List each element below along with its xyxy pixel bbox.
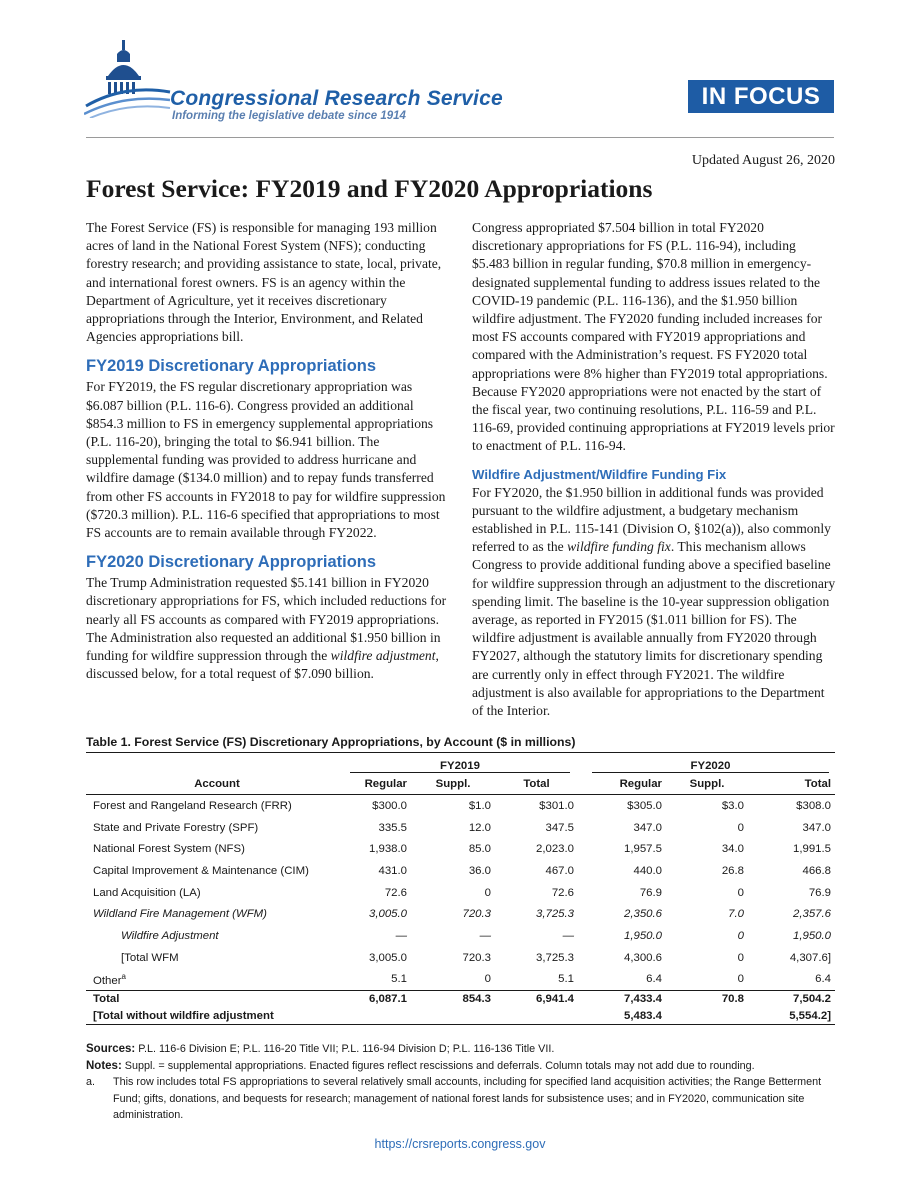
cell-value: $300.0 bbox=[372, 799, 407, 812]
cell-value: — bbox=[562, 929, 574, 942]
table-row bbox=[86, 882, 835, 904]
cell-account: Land Acquisition (LA) bbox=[93, 886, 201, 899]
appropriations-table-section bbox=[86, 735, 835, 1025]
intro-paragraph: The Forest Service (FS) is responsible for managing 193 million acres of land in the National Forest System (NFS); conducting forestry research; and providing assistance to state, local, private, and international forest owners. FS is an agency within the Department of Agriculture, yet it receives discretionary appropriations through the Interior, Environment, and Related Agencies appropriations bill. bbox=[86, 220, 442, 345]
updated-date: Updated August 26, 2020 bbox=[691, 153, 835, 168]
column-header-row bbox=[86, 773, 835, 795]
cell-account: Forest and Rangeland Research (FRR) bbox=[93, 799, 292, 812]
appropriations-table bbox=[86, 753, 835, 1025]
cell-value: 0 bbox=[737, 929, 744, 942]
cell-value: 5,483.4 bbox=[578, 1008, 666, 1025]
notes-line bbox=[86, 1058, 835, 1075]
cell-value: 720.3 bbox=[462, 951, 491, 964]
sources-label: Sources: bbox=[86, 1043, 136, 1055]
cell-value: 26.8 bbox=[721, 864, 744, 877]
cell-value: 6,941.4 bbox=[535, 993, 574, 1006]
col-fy2019-regular: Regular bbox=[348, 773, 411, 795]
cell-value: 7,433.4 bbox=[623, 993, 662, 1006]
subheading-wildfire-fix: Wildfire Adjustment/Wildfire Funding Fix bbox=[472, 466, 727, 482]
cell-account: Other$^a$ bbox=[86, 969, 348, 991]
cell-value: 6,087.1 bbox=[368, 993, 407, 1006]
cell-account: [Total WFM bbox=[121, 951, 179, 964]
cell-value: — bbox=[479, 929, 491, 942]
table-row-total-without-adjustment bbox=[86, 1008, 835, 1025]
cell-value: $1.0 bbox=[468, 799, 491, 812]
text-span: For FY2020, the $1.950 billion in additional funds was provided pursuant to the wildfire adjustment, a budgetary mechanism established in P.L. 115-141 (Division O, §102(a)), also commonly referred to as the bbox=[472, 484, 831, 555]
cell-value: 1,950.0 bbox=[623, 929, 662, 942]
cell-value: 0 bbox=[737, 821, 744, 834]
notes-text: Suppl. = supplemental appropriations. Enacted figures reflect rescissions and deferrals. Column totals may not add due to rounding. bbox=[124, 1059, 755, 1072]
fy2020-request-paragraph bbox=[86, 574, 450, 683]
table-row bbox=[86, 817, 835, 839]
group-label: FY2020 bbox=[592, 760, 829, 773]
cell-value: 72.6 bbox=[551, 886, 574, 899]
cell-value: 1,991.5 bbox=[792, 843, 831, 856]
col-fy2019-suppl: Suppl. bbox=[411, 773, 495, 795]
page-title: Forest Service: FY2019 and FY2020 Appropriations bbox=[86, 174, 653, 203]
group-fy2019 bbox=[348, 753, 578, 773]
cell-value: 34.0 bbox=[721, 843, 744, 856]
cell-value: $308.0 bbox=[796, 799, 831, 812]
cell-value: 5.1 bbox=[348, 969, 411, 991]
cell-value: 36.0 bbox=[468, 864, 491, 877]
right-column bbox=[472, 219, 836, 728]
table-row bbox=[86, 838, 835, 860]
cell-value: 0 bbox=[666, 969, 748, 991]
cell-value: 76.9 bbox=[639, 886, 662, 899]
text-span: , discussed below, for a total request of $7.090 billion. bbox=[86, 648, 439, 682]
section-heading-fy2019: FY2019 Discretionary Appropriations bbox=[86, 357, 377, 376]
cell-value: 440.0 bbox=[633, 864, 662, 877]
cell-value: 5.1 bbox=[495, 969, 578, 991]
cell-value: $301.0 bbox=[539, 799, 574, 812]
cell-account: Capital Improvement & Maintenance (CIM) bbox=[93, 864, 309, 877]
org-tagline: Informing the legislative debate since 1914 bbox=[172, 110, 406, 122]
cell-value: 4,300.6 bbox=[623, 951, 662, 964]
cell-value: 6.4 bbox=[748, 969, 835, 991]
table-row bbox=[86, 860, 835, 882]
sources-text: P.L. 116-6 Division E; P.L. 116-20 Title VII; P.L. 116-94 Division D; P.L. 116-136 Title VII. bbox=[138, 1043, 555, 1055]
left-column bbox=[86, 219, 450, 691]
table-row bbox=[86, 947, 835, 969]
cell-value: 5,554.2] bbox=[748, 1008, 835, 1025]
group-label: FY2019 bbox=[350, 760, 570, 773]
cell-value: 431.0 bbox=[378, 864, 407, 877]
in-focus-badge: IN FOCUS bbox=[688, 80, 834, 113]
org-name: Congressional Research Service bbox=[170, 87, 503, 110]
cell-value: 0 bbox=[411, 969, 495, 991]
cell-value: 720.3 bbox=[462, 908, 491, 921]
cell-value: 2,357.6 bbox=[792, 908, 831, 921]
section-heading-fy2020: FY2020 Discretionary Appropriations bbox=[86, 553, 377, 572]
col-fy2019-total: Total bbox=[495, 773, 578, 795]
cell-value: 2,350.6 bbox=[623, 908, 662, 921]
cell-value bbox=[495, 1008, 578, 1025]
cell-value: 1,938.0 bbox=[368, 843, 407, 856]
text-span: . This mechanism allows Congress to provide additional funding above a specified baseline for wildfire suppression through an adjustment to the discretionary spending limit. The baseline is the 10-year suppression obligation average, as reported in FY2015 ($1.011 billion for FS). The wildfire adjustment is available annually from FY2020 through FY2027, although the statutory limits for discretionary spending are currently only in effect through FY2021. The wildfire adjustment is also available for appropriations to the Department of the Interior. bbox=[472, 539, 836, 719]
table-row bbox=[86, 795, 835, 817]
cell-account: Total bbox=[93, 993, 120, 1006]
footnote-text: This row includes total FS appropriations to several relatively small accounts, including for specified land acquisition activities; the Range Betterment Fund; gifts, donations, and bequests for research; management of national forest lands for subsistence uses; and in FY2020, communication site administration. bbox=[113, 1076, 822, 1121]
fy2019-paragraph: For FY2019, the FS regular discretionary appropriation was $6.087 billion (P.L. 116-6). Congress provided an additional $854.3 million to FS in emergency supplemental appropriations (P.L. 116-20), bringing the total to $6.941 billion. The supplemental funding was provided to address hurricane and wildfire damage ($134.0 million) and to repay funds transferred from other FS accounts in FY2018 to pay for wildfire suppression ($720.3 million). P.L. 116-6 specified that appropriations to most FS accounts are to remain available through FY2022. bbox=[86, 379, 446, 541]
table-notes bbox=[86, 1041, 835, 1124]
cell-account: [Total without wildfire adjustment bbox=[86, 1008, 348, 1025]
cell-value: 72.6 bbox=[384, 886, 407, 899]
cell-value: 3,005.0 bbox=[368, 951, 407, 964]
cell-value: 0 bbox=[484, 886, 491, 899]
emphasis-text: wildfire adjustment bbox=[330, 648, 436, 664]
cell-value: 1,957.5 bbox=[623, 843, 662, 856]
cell-value: 1,950.0 bbox=[792, 929, 831, 942]
wildfire-fix-paragraph bbox=[472, 484, 836, 721]
col-fy2020-suppl: Suppl. bbox=[666, 773, 748, 795]
notes-label: Notes: bbox=[86, 1059, 122, 1072]
cell-value: 854.3 bbox=[462, 993, 491, 1006]
col-fy2020-total: Total bbox=[748, 773, 835, 795]
group-fy2020 bbox=[578, 753, 835, 773]
cell-account: State and Private Forestry (SPF) bbox=[93, 821, 259, 834]
table-row bbox=[86, 903, 835, 925]
cell-value bbox=[666, 1008, 748, 1025]
cell-value: 466.8 bbox=[802, 864, 831, 877]
cell-value: 347.5 bbox=[545, 821, 574, 834]
group-header-row bbox=[86, 753, 835, 773]
cell-value: $3.0 bbox=[721, 799, 744, 812]
table-row bbox=[86, 969, 835, 991]
cell-account: National Forest System (NFS) bbox=[93, 843, 245, 856]
cell-value: 2,023.0 bbox=[535, 843, 574, 856]
col-fy2020-regular: Regular bbox=[578, 773, 666, 795]
cell-value: 6.4 bbox=[578, 969, 666, 991]
cell-value: 335.5 bbox=[378, 821, 407, 834]
footnote-a bbox=[86, 1074, 835, 1124]
cell-value: 7.0 bbox=[728, 908, 744, 921]
table-row bbox=[86, 925, 835, 947]
table-caption: Table 1. Forest Service (FS) Discretionary Appropriations, by Account ($ in millions) bbox=[86, 735, 835, 753]
table-row-total bbox=[86, 991, 835, 1009]
cell-value: 3,005.0 bbox=[368, 908, 407, 921]
cell-value: 467.0 bbox=[545, 864, 574, 877]
cell-account: Wildfire Adjustment bbox=[121, 929, 219, 942]
cell-value: 4,307.6] bbox=[789, 951, 831, 964]
cell-value: 0 bbox=[737, 886, 744, 899]
capitol-dome-logo-icon bbox=[84, 40, 172, 118]
cell-value: 7,504.2 bbox=[792, 993, 831, 1006]
cell-value bbox=[411, 1008, 495, 1025]
cell-value: 0 bbox=[737, 951, 744, 964]
cell-value: 3,725.3 bbox=[535, 951, 574, 964]
cell-value: — bbox=[395, 929, 407, 942]
fy2020-enacted-paragraph: Congress appropriated $7.504 billion in total FY2020 discretionary appropriations for FS (P.L. 116-94), including $5.483 billion in regular funding, $70.8 million in emergency-designated supplemental funding to address issues related to the COVID-19 pandemic (P.L. 116-136), and the $1.950 billion wildfire adjustment. The FY2020 funding included increases for most FS accounts compared with FY2019 appropriations and compared with the Administration’s request. FS FY2020 total appropriations were 8% higher than FY2019 total appropriations. Because FY2020 appropriations were not enacted by the start of the fiscal year, two continuing resolutions, P.L. 116-59 and P.L. 116-69, provided continuing appropriations at FY2019 levels prior to enactment of P.L. 116-94. bbox=[472, 220, 835, 454]
emphasis-text: wildfire funding fix bbox=[567, 539, 671, 555]
cell-value: 12.0 bbox=[468, 821, 491, 834]
cell-value: $305.0 bbox=[627, 799, 662, 812]
col-account: Account bbox=[86, 773, 348, 795]
footnote-marker: a bbox=[121, 971, 126, 981]
footnote-label: a. bbox=[86, 1076, 96, 1088]
cell-value: 3,725.3 bbox=[535, 908, 574, 921]
cell-value: 76.9 bbox=[808, 886, 831, 899]
cell-value: 70.8 bbox=[721, 993, 744, 1006]
cell-value: 347.0 bbox=[802, 821, 831, 834]
header-divider bbox=[86, 137, 834, 138]
cell-value bbox=[348, 1008, 411, 1025]
cell-value: 347.0 bbox=[633, 821, 662, 834]
cell-account: Wildland Fire Management (WFM) bbox=[93, 908, 267, 921]
cell-value: 85.0 bbox=[468, 843, 491, 856]
footer-link[interactable]: https://crsreports.congress.gov bbox=[374, 1137, 546, 1151]
sources-line bbox=[86, 1041, 835, 1058]
blank-cell bbox=[86, 753, 348, 773]
text-span: The Trump Administration requested $5.141 billion in FY2020 discretionary appropriations for FS, which included reductions for nearly all FS accounts as compared with FY2019 appropriations. The Administration also requested an additional $1.950 billion in funding for wildfire suppression through the bbox=[86, 575, 447, 664]
